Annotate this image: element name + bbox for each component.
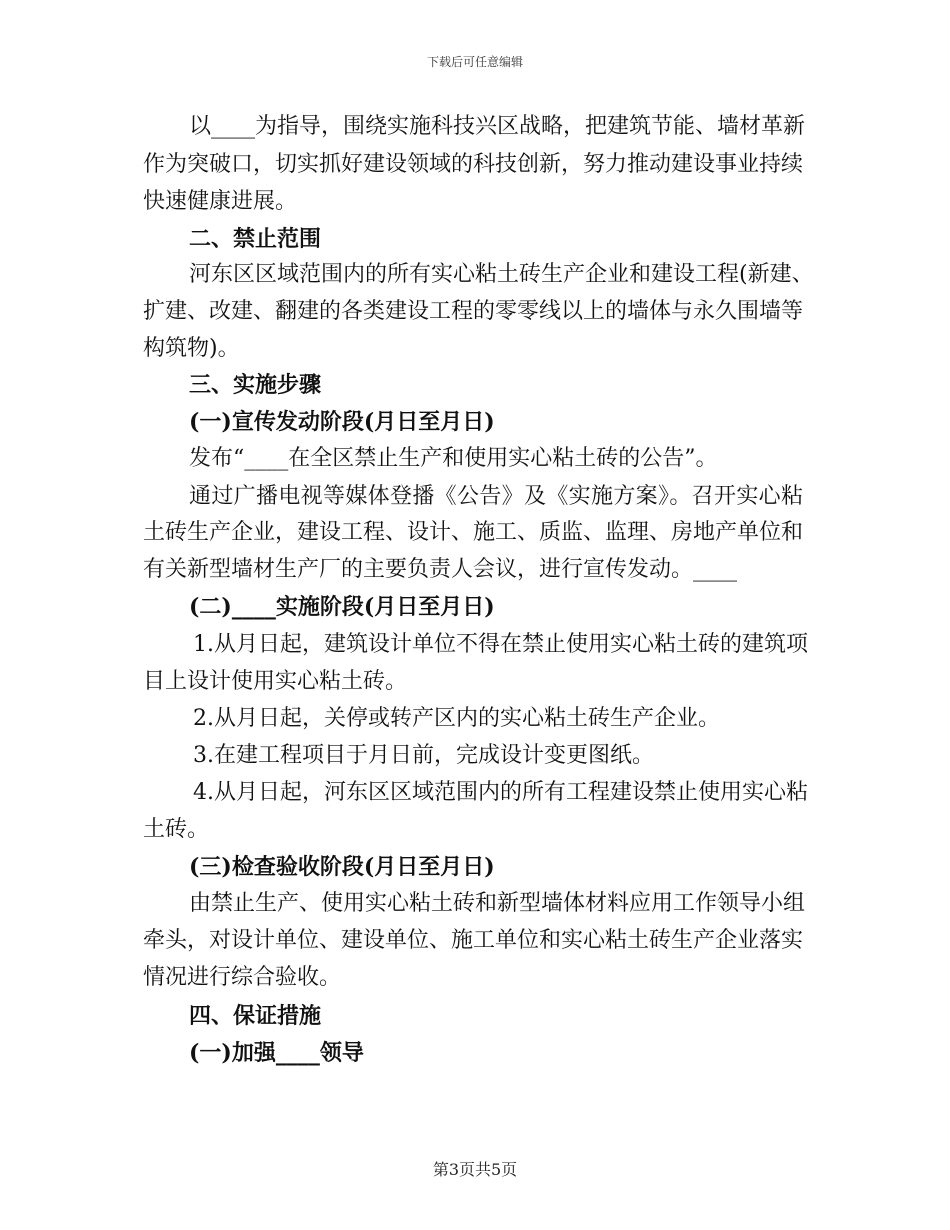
paragraph-line: 构筑物)。: [143, 336, 240, 361]
section-heading: 四、保证措施: [189, 1003, 322, 1029]
paragraph-line: 通过广播电视等媒体登播《公告》及《实施方案》。召开实心粘: [189, 484, 803, 509]
page-footer: 第3页共5页: [432, 1160, 518, 1179]
section-heading: 三、实施步骤: [189, 372, 322, 398]
subsection-heading: (一)加强____领导: [189, 1040, 364, 1066]
paragraph-line: 作为突破口，切实抓好建设领域的科技创新，努力推动建设事业持续: [143, 152, 804, 177]
paragraph-line: 快速健康进展。: [143, 189, 298, 214]
list-item: 4.从月日起，河东区区域范围内的所有工程建设禁止使用实心粘: [193, 780, 808, 805]
subsection-heading: (二)____实施阶段(月日至月日): [189, 594, 495, 620]
subsection-heading: (一)宣传发动阶段(月日至月日): [189, 409, 495, 435]
paragraph-line: 由禁止生产、使用实心粘土砖和新型墙体材料应用工作领导小组: [189, 891, 806, 916]
section-heading: 二、禁止范围: [189, 226, 322, 252]
paragraph-line: 扩建、改建、翻建的各类建设工程的零零线以上的墙体与永久围墙等: [143, 299, 804, 324]
paragraph-line: 牵头，对设计单位、建设单位、施工单位和实心粘土砖生产企业落实: [143, 928, 804, 953]
list-item: 3.在建工程项目于月日前，完成设计变更图纸。: [193, 743, 654, 768]
paragraph-line: 目上设计使用实心粘土砖。: [143, 669, 408, 694]
list-item: 2.从月日起，关停或转产区内的实心粘土砖生产企业。: [193, 706, 720, 731]
paragraph-line: 有关新型墙材生产厂的主要负责人会议，进行宣传发动。____: [143, 557, 738, 582]
page-header: 下载后可任意编辑: [426, 55, 523, 69]
list-item: 1.从月日起，建筑设计单位不得在禁止使用实心粘土砖的建筑项: [193, 632, 808, 657]
paragraph-line: 土砖生产企业，建设工程、设计、施工、质监、监理、房地产单位和: [143, 520, 804, 545]
subsection-heading: (三)检查验收阶段(月日至月日): [189, 854, 495, 880]
paragraph-line: 土砖。: [143, 817, 210, 842]
paragraph-line: 情况进行综合验收。: [143, 965, 342, 990]
paragraph-line: 以____为指导，围绕实施科技兴区战略，把建筑节能、墙材革新: [189, 114, 806, 139]
paragraph-line: 河东区区域范围内的所有实心粘土砖生产企业和建设工程(新建、: [189, 262, 814, 287]
paragraph-line: 发布“____在全区禁止生产和使用实心粘土砖的公告”。: [189, 446, 718, 471]
